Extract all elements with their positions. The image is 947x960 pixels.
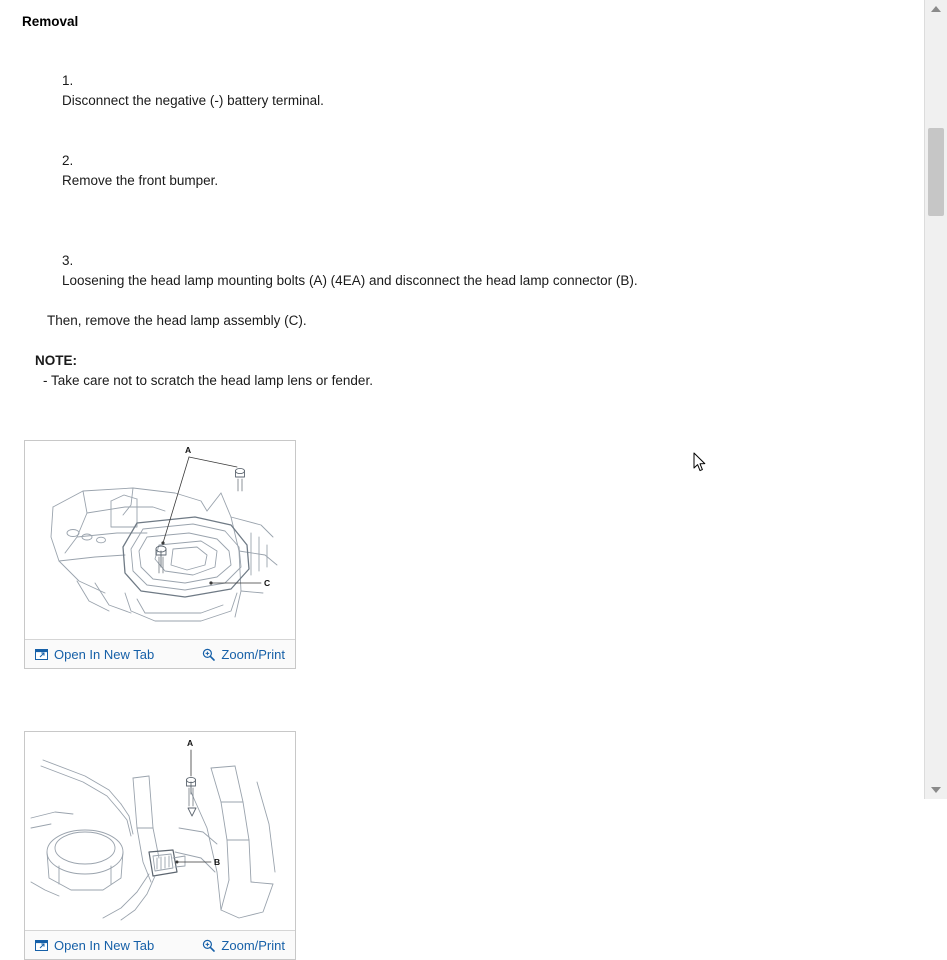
note-title: NOTE: (35, 353, 77, 368)
step-1-text: Disconnect the negative (-) battery terminal. (62, 93, 324, 108)
figure-1-image (25, 441, 295, 639)
step-3-continuation: Then, remove the head lamp assembly (C). (47, 313, 307, 328)
scroll-up-arrow-icon[interactable] (925, 0, 947, 18)
step-item-3 (22, 231, 905, 311)
svg-text:C: C (264, 578, 271, 588)
figure-2-zoom-label: Zoom/Print (221, 937, 285, 953)
figure-2-open-label: Open In New Tab (54, 937, 155, 953)
figure-2-zoom-print-button[interactable] (202, 938, 285, 953)
magnifier-icon (202, 648, 215, 661)
figure-1-open-in-new-tab-button[interactable] (35, 647, 154, 662)
note-block (22, 351, 905, 391)
scroll-down-arrow-icon[interactable] (925, 781, 947, 799)
figure-1-zoom-print-button[interactable] (202, 647, 285, 662)
new-tab-icon (35, 939, 48, 952)
vertical-scrollbar[interactable] (924, 0, 947, 799)
svg-text:B: B (214, 857, 221, 867)
step-1-number: 1. (62, 73, 74, 88)
step-2-text: Remove the front bumper. (62, 173, 219, 188)
figure-card-1 (24, 440, 296, 669)
new-tab-icon (35, 648, 48, 661)
page-title: Removal (22, 14, 79, 29)
step-2-number: 2. (62, 153, 74, 168)
magnifier-icon (202, 939, 215, 952)
steps-spacer (22, 211, 905, 231)
step-3-text: Loosening the head lamp mounting bolts (A) (4EA) and disconnect the head lamp connector (B). (62, 273, 638, 288)
figure-card-2 (24, 731, 296, 960)
svg-text:A: A (185, 445, 192, 455)
figure-1-toolbar (25, 639, 295, 668)
figure-1-zoom-label: Zoom/Print (221, 646, 285, 662)
note-item: - Take care not to scratch the head lamp lens or fender. (43, 373, 373, 388)
svg-text:A: A (187, 738, 194, 748)
steps-list (22, 51, 905, 331)
step-item-2 (22, 131, 905, 211)
figure-2-toolbar (25, 930, 295, 959)
step-item-1 (22, 51, 905, 131)
figure-1-open-label: Open In New Tab (54, 646, 155, 662)
vertical-scrollbar-thumb[interactable] (928, 128, 944, 216)
step-3-number: 3. (62, 253, 74, 268)
figure-2-image (25, 732, 295, 930)
figure-2-open-in-new-tab-button[interactable] (35, 938, 154, 953)
